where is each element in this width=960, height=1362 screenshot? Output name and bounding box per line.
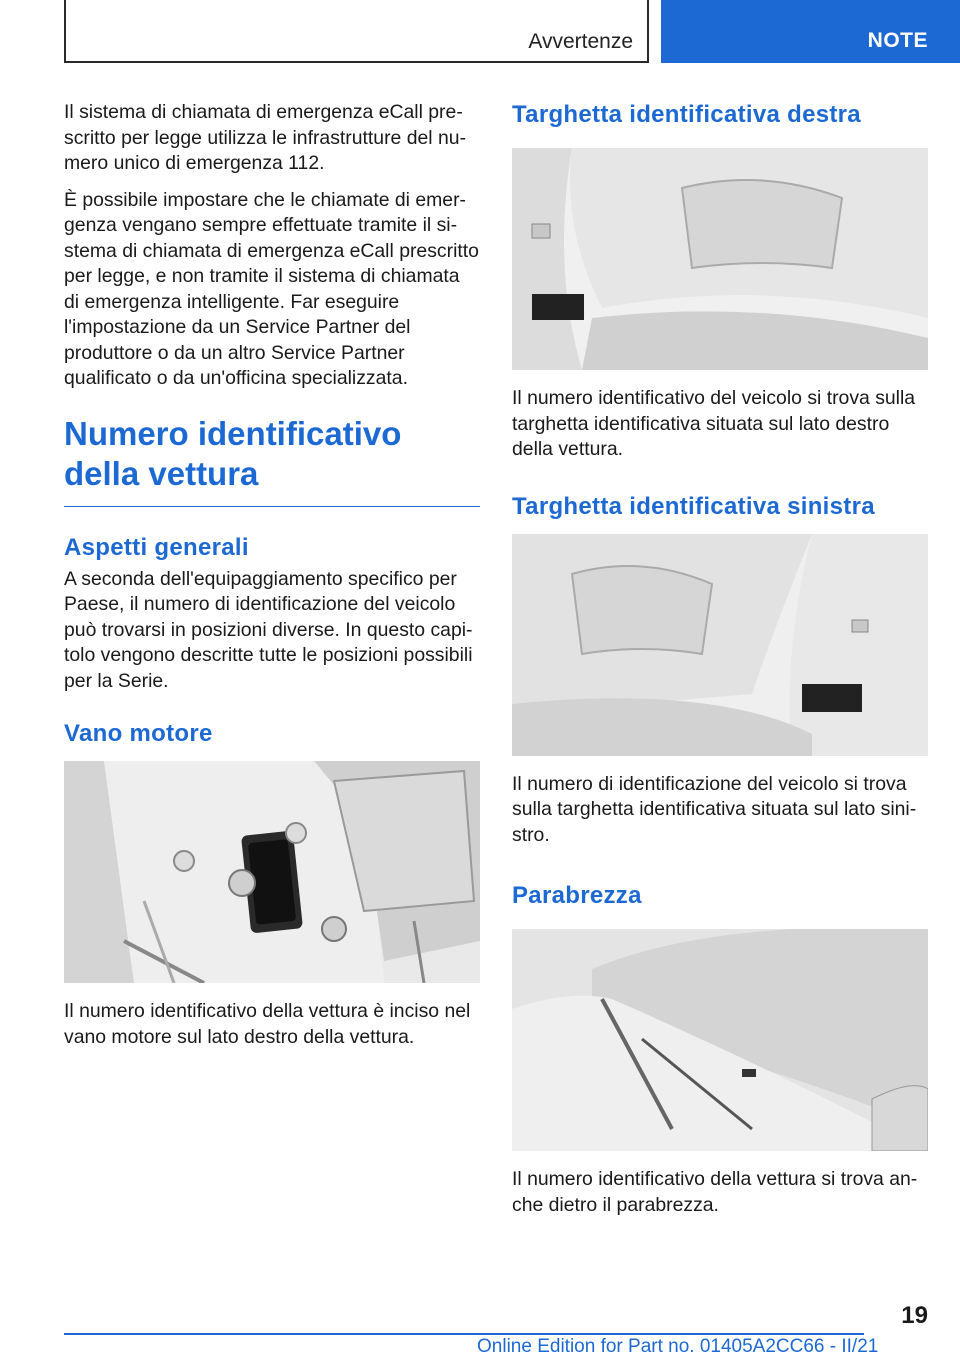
header-tab-note[interactable]	[661, 0, 960, 63]
engine-bay-photo	[64, 761, 480, 983]
header-tab-label: NOTE	[867, 29, 928, 52]
left-plate-paragraph: Il numero di identificazione del veicolo si trova sulla targhetta identificativa situata sul lato sinistro.	[512, 772, 917, 846]
subheading-windshield: Parabrezza	[512, 882, 642, 909]
header-section-title: Avvertenze	[528, 30, 633, 53]
right-plate-illustration	[512, 148, 928, 370]
intro-paragraph-2: È possibile impostare che le chiamate di emergenza vengano sempre effettuate tramite il sistema di chiamata di emergenza eCall prescritto per legge, e non tramite il sistema di chiamata di emergenza intelligente. Far eseguire l'impostazione da un Service Partner del produttore o da un altro Service Partner qualificato o da un'officina specializzata.	[64, 188, 479, 389]
right-plate-paragraph: Il numero identificativo del veicolo si trova sulla targhetta identificativa situata sul lato destro della vettura.	[512, 387, 916, 460]
engine-bay-illustration	[64, 761, 480, 983]
subheading-left-plate: Targhetta identificativa sinistra	[512, 492, 875, 520]
windshield-paragraph: Il numero identificativo della vettura si trova anche dietro il parabrezza.	[512, 1168, 918, 1216]
footer-edition: Online Edition for Part no. 01405A2CC66 - II/21	[477, 1336, 879, 1357]
left-plate-illustration	[512, 534, 928, 756]
page-number: 19	[901, 1302, 928, 1329]
subheading-engine-bay: Vano motore	[64, 720, 213, 747]
windshield-photo	[512, 929, 928, 1151]
left-plate-photo	[512, 534, 928, 756]
left-column	[64, 100, 480, 1061]
engine-bay-paragraph: Il numero identificativo della vettura è inciso nel vano motore sul lato destro della vettura.	[64, 1000, 471, 1048]
right-column	[512, 100, 928, 1229]
right-plate-photo	[512, 148, 928, 370]
general-paragraph: A seconda dell'equipaggiamento specifico per Paese, il numero di identificazione del veicolo può trovarsi in posizioni diverse. In questo capitolo vengono descritte tutte le posizioni possibili per la Serie.	[64, 567, 473, 692]
intro-paragraph-1: Il sistema di chiamata di emergenza eCall prescritto per legge utilizza le infrastrutture del numero unico di emergenza 112.	[64, 101, 467, 174]
header-section-box	[64, 0, 649, 63]
windshield-illustration	[512, 929, 928, 1151]
footer-rule	[64, 1333, 864, 1335]
subheading-general: Aspetti generali	[64, 533, 249, 561]
section-heading-vin: Numero identificativo della vettura	[64, 414, 480, 507]
subheading-right-plate: Targhetta identificativa destra	[512, 101, 861, 128]
